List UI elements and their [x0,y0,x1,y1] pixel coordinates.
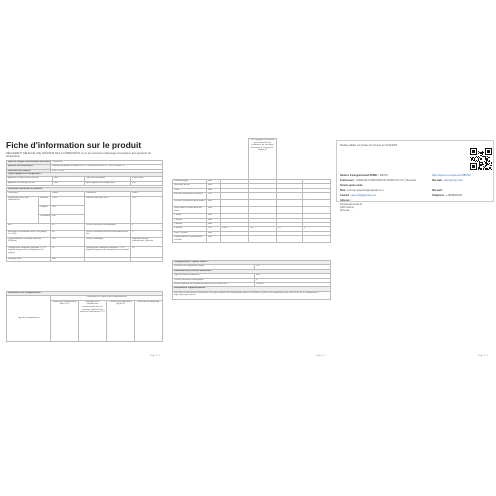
supplier-line: Fournisseur : GORENJE GOSPODINJSKI APARATI D.O.O. (Slovenia) [340,179,417,182]
table-row: Référence du modèle : FN4172CWL [7,169,163,173]
eprel-info-page [336,132,494,360]
appliance-type-table [6,172,163,186]
service-phone: Téléphone : +38638991000 [432,194,463,197]
table-row: Type de source lumineuse LED [173,274,331,278]
table-row: IEE 99 Classe d'efficacité énergétique F [7,223,163,230]
supplier-website: Site web : www.gorenje.com [432,179,463,182]
table-row: Garde-manger Non [173,180,331,184]
table-row: 3 étoiles Non [173,222,331,226]
service-heading: Service après-vente [340,184,363,187]
table-row: Durée minimale de la garantie offerte par le fournisseur 24 mois [173,282,331,286]
table-row: Denrées hautement périssables Non [173,200,331,207]
compartment-values-table [172,138,331,243]
table-row: 1 étoile Non [173,214,331,218]
page-number: Page 1 / 1 [478,355,488,357]
page-title: Fiche d'information sur le produit [6,140,142,150]
table-row: Appareil à faible niveau de bruit Non Type de conception à pose libre [7,177,163,181]
four-star-table [172,260,331,300]
section-heading: Informations supplémentaires : [173,287,331,291]
address-line: 3320 Velenje [340,206,354,209]
table-row: Stockage du vin Non [173,184,331,188]
section-heading: Paramètres des compartiments : [7,292,163,296]
table-row: Nom ou marque commerciale du fournis GORENJE [7,161,163,165]
table-row: Compartiment à température variable Non [173,236,331,243]
table-row: Dispositif de congélation rapide Oui [173,265,331,269]
page-number: Page 2 / 2 [316,355,326,357]
table-row: Volume du compartiment (dm³ ou l) Réglage de la température recommandé pour un stockage optimisé des denrées alimentaires (°C) Pouvoir de congélation (kg/24 h) Méthode de dégivrage [7,300,163,341]
table-row: Profondeur 650 [7,214,163,223]
general-parameters-table [6,187,163,262]
address-line: Partizanska cesta 12 [340,203,363,206]
table-row: Dimensions hors tout (millimètres) Hauteur 1 850 Volume total (dm³ ou l) 244 [7,196,163,205]
eprel-registration: Numéro d'enregistrement EPREL : 386729 [340,174,388,177]
table-row [173,139,331,180]
table-row: Consommation d'énergie annuelle (kWh/an) 254 Classe climatique tempérée élargie, subtropicale, tropicale [7,237,163,246]
table-row: 4 étoiles Oui 244,0 -18 13 F [173,227,331,231]
service-website: Site web : [432,189,444,192]
table-row: Sans étoile ou fabrication de glace Non [173,207,331,214]
table-row: Largeur 600 [7,205,163,214]
address-line: Slovenia [340,209,350,212]
service-name: Nom : Gorenje gospodinjski aparati d.o.o. [340,189,385,192]
page-number: Page 1 / 2 [150,355,160,357]
section-heading: Type d'appareil de réfrigération : [7,173,163,177]
table-row: Lien vers le site web du fournisseur sur lequel figurent les informations visées à l'annexe II, point 4, du règlement (UE) 2019/2023 de la Commission : https://gorenje.com/eu [173,291,331,299]
generated-note: Modèle valable sur la base de l'annexe du 31/12/2020 [340,144,398,147]
table-row: Adresse du fournisseur : Gorenje gospodinjski aparati d.o.o., Partizanska cesta 12, 3320 Velenje, SI [7,165,163,169]
service-address-label: Adresse : [340,199,351,202]
table-row: 2 étoiles Non [173,218,331,222]
table-row: Denrées alimentaires fraîches Oui - - - - [173,193,331,200]
section-heading: Compartiments « quatre étoiles » [173,261,331,265]
table-row: Appareil de stockage du vin Non Autre appareil de réfrigération Oui [7,181,163,185]
product-fiche-page-2 [170,132,332,360]
table-row: Paramètre Valeur Paramètre Valeur [7,192,163,196]
service-email: Courriel : gore.info@gorenje.com [340,194,377,197]
section-heading: Paramètres généraux du produit : [7,188,163,192]
table-row: Émissions acoustiques dans l'air (dB(A) re 1 pW) 38 Classe d'émission de bruit acoustique dans l'air C [7,230,163,237]
table-row: Type de compartiment Paramètres et valeurs des compartiments [7,296,163,300]
compartment-parameters-table [6,291,163,342]
regulation-intro: RÈGLEMENT DÉLÉGUÉ (UE) 2019/2016 DE LA COMMISSION en ce qui concerne l'étiquetage énergétique des appareils de réfrigération [6,152,151,159]
eprel-link[interactable]: https://eprel.ec.europa.eu/qr/386729 [432,174,471,177]
table-row: Réglage hiver Non [7,257,163,261]
product-fiche-page-1 [2,132,166,360]
table-row: Classe d'efficacité énergétique G [173,278,331,282]
table-row: Zone 2 étoiles Non [173,231,331,235]
table-row: Température ambiante minimale (°C) à laquelle l'appareil de réfrigération est adapté 10 Température ambiante maximale (°C) à laquelle l'appareil de réfrigération est adapté 43 [7,246,163,257]
section-heading: Paramètres de la source lumineuse : [173,269,331,273]
qr-code-icon [470,148,492,170]
settings-note: Ces réglages ne doivent pas contredire les conditions de stockage énoncées à l'annexe IV, tableau 3 [249,139,277,180]
table-row: Cave Non [173,188,331,192]
